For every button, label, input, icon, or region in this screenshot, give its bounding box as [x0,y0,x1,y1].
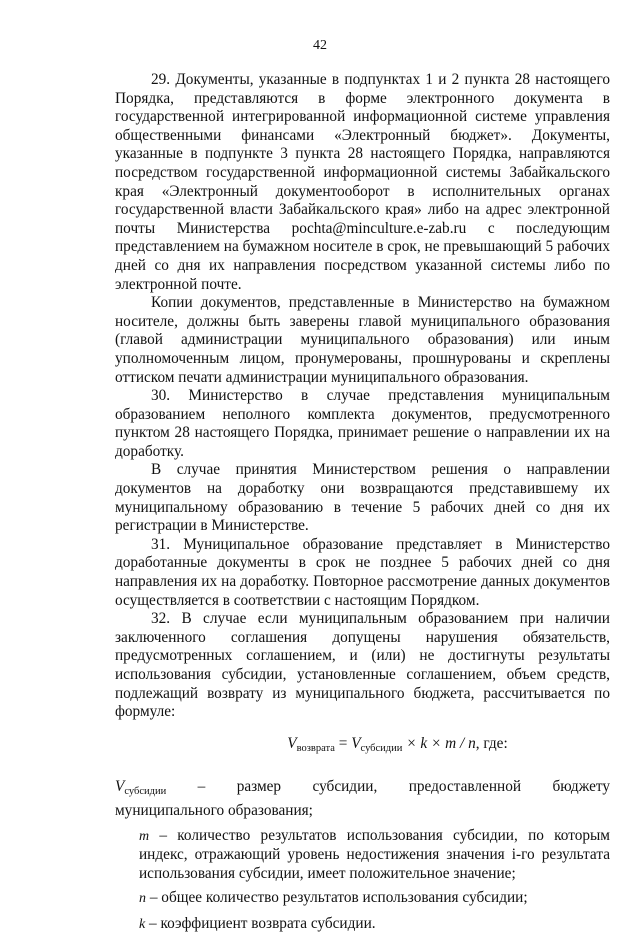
def-v-dash: – [197,778,206,796]
definition-m [115,827,610,884]
def-v-symbol [115,778,166,802]
page-number: 42 [313,38,327,53]
paragraph-29: 29. Документы, указанные в подпунктах 1 и 2 пункта 28 настоящего Порядка, представляются в форме электронного документа в государственной интегрированной информационной системе управления общественными финансами «Электронный бюджет». Документы, указанные в подпункте 3 пункта 28 настоящего Порядка, направляются посредством государственной информационной системы Забайкальского края «Электронный документооборот в исполнительных органах государственной власти Забайкальского края» либо на адрес электронной почты Министерства pochta@minculture.e-zab.ru с последующим представлением на бумажном носителе в срок, не превышающий 5 рабочих дней со дня их направления посредством указанной системы либо по электронной почте. [115,71,610,293]
def-v-continuation: муниципального образования; [115,801,313,819]
paragraph-29-copies: Копии документов, представленные в Министерство на бумажном носителе, должны быть заверены главой муниципального образования (главой администрации муниципального образования) или иным уполномоченным лицом, пронумерованы, прошнурованы и скреплены оттиском печати администрации муниципального образования. [115,294,610,386]
formula-v-subsidy: V [351,734,361,752]
def-v-word-3: предоставленной [408,778,522,796]
formula-v-return: V [287,734,297,752]
formula-equals: = [334,734,352,752]
def-m-text: – количество результатов использования субсидии, по которым индекс, отражающий уровень недостижения значения i-го результата использования субсидии, имеет положительное значение; [139,826,610,882]
definition-n [115,889,610,909]
formula-v-subsidy-sub: субсидии [360,742,403,754]
paragraph-31: 31. Муниципальное образование представляет в Министерство доработанные документы в срок не позднее 5 рабочих дней со дня направления их на доработку. Повторное рассмотрение данных документов осуществляется в соответствии с настоящим Порядком. [115,535,610,609]
def-n-text: – общее количество результатов использования субсидии; [146,889,528,907]
def-v-word-4: бюджету [552,778,610,796]
paragraph-30: 30. Министерство в случае представления муниципальным образованием неполного комплекта документов, предусмотренного пунктом 28 настоящего Порядка, принимает решение о направлении их на доработку. [115,387,610,460]
definition-k [115,915,610,935]
return-formula [185,735,610,759]
def-v-sub: субсидии [124,786,167,798]
document-body [115,71,610,935]
def-v-word-2: субсидии, [312,778,378,796]
paragraph-32: 32. В случае если муниципальным образованием при наличии заключенного соглашения допущены нарушения обязательств, предусмотренных соглашением, и (или) не достигнуты результаты использования субсидии, установленные соглашением, объем средств, подлежащий возврату из муниципального бюджета, рассчитывается по формуле: [115,610,610,721]
formula-v-return-sub: возврата [296,742,335,754]
formula-tail: , где: [475,734,508,752]
def-v-word-1: размер [236,778,282,796]
formula-rest: × k × m / n [402,734,476,752]
definition-v-subsidy [115,778,610,802]
def-k-symbol: k [139,916,146,932]
def-v-letter: V [115,778,125,796]
def-m-symbol: m [139,828,150,844]
paragraph-30-return: В случае принятия Министерством решения о направлении документов на доработку они возвращаются представившему их муниципальному образованию в течение 5 рабочих дней со дня их регистрации в Министерстве. [115,461,610,535]
def-n-symbol: n [139,891,146,907]
def-k-text: – коэффициент возврата субсидии. [145,914,376,932]
